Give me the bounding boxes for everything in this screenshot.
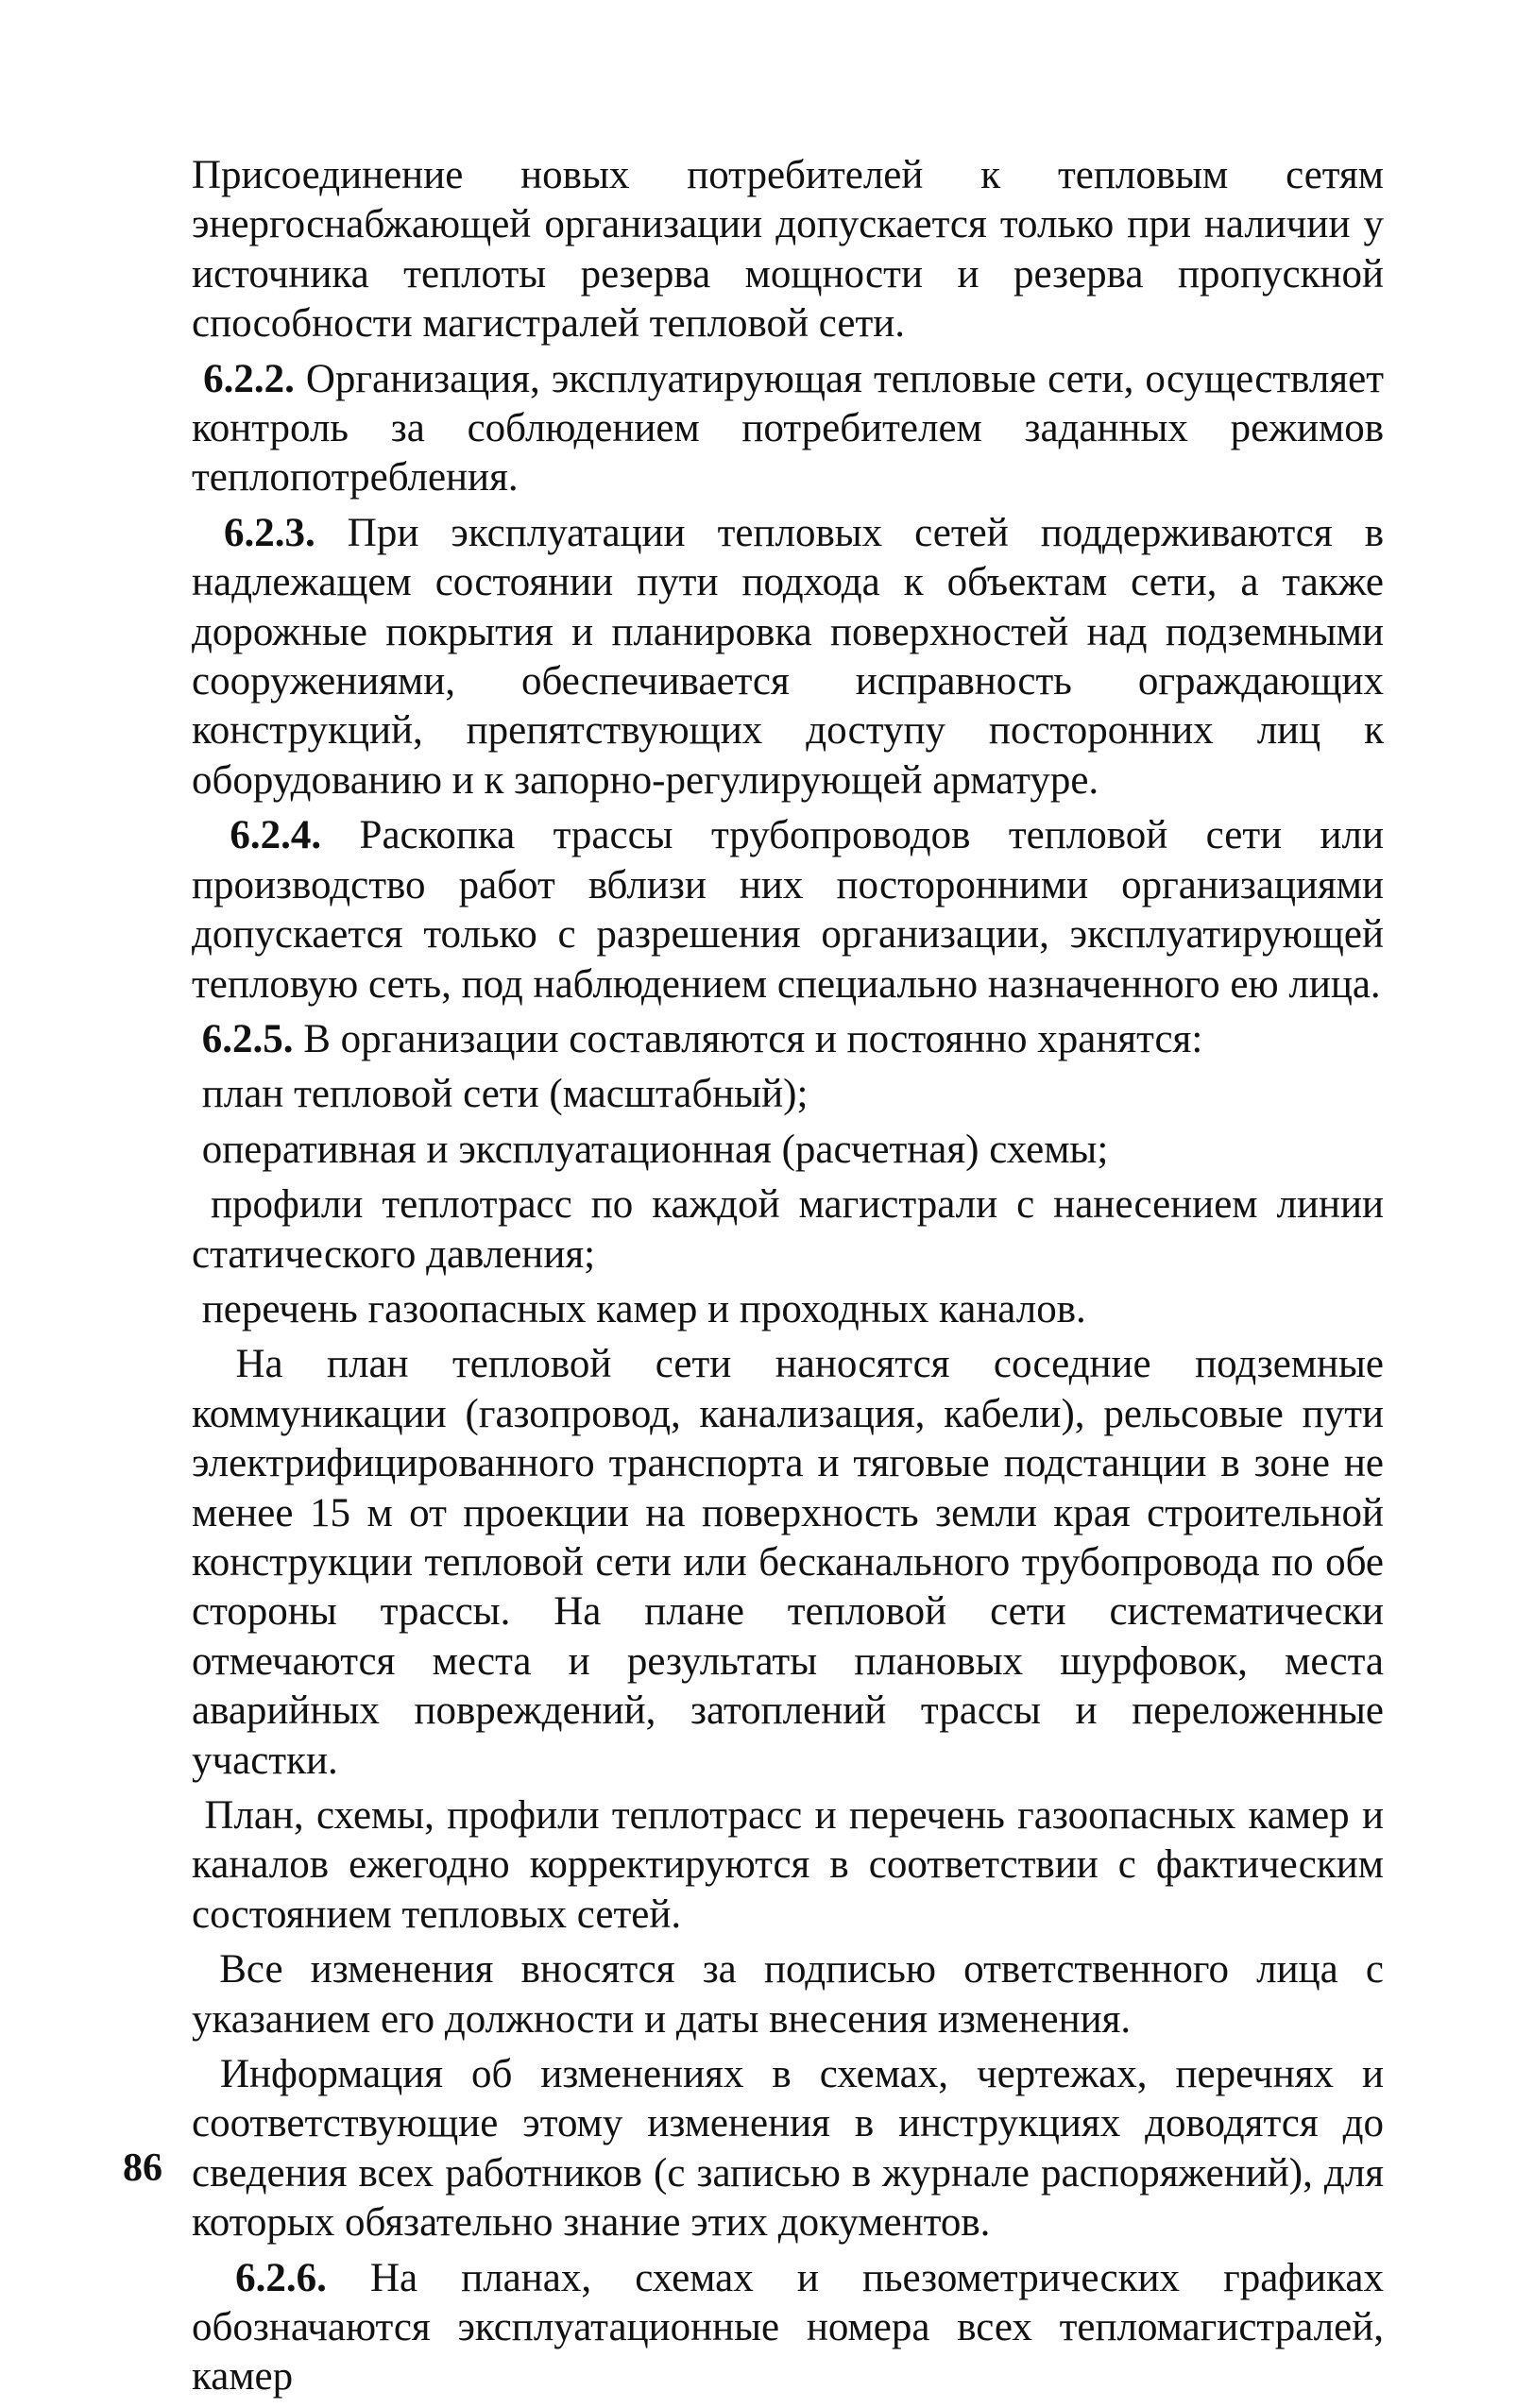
paragraph-2 bbox=[192, 509, 1384, 805]
list-item-5 bbox=[192, 1070, 1384, 1119]
page-number: 86 bbox=[123, 2146, 162, 2190]
body-text bbox=[192, 151, 1384, 2408]
paragraph-text: оперативная и эксплуатационная (расчетная) схемы; bbox=[201, 1127, 1109, 1172]
paragraph-text: План, схемы, профили теплотрасс и перечень газоопасных камер и каналов ежегодно корректируются в соответствии с фактическим состоянием тепловых сетей. bbox=[192, 1793, 1384, 1937]
section-number: 6.2.4. bbox=[230, 813, 322, 858]
section-number: 6.2.3. bbox=[224, 510, 315, 555]
paragraph-text: При эксплуатации тепловых сетей поддерживаются в надлежащем состоянии пути подхода к объектам сети, а также дорожные покрытия и планировка поверхностей над подземными сооружениями, обеспечивается исправность ограждающих конструкций, препятствующих доступу посторонних лиц к оборудованию и к запорно-регулирующей арматуре. bbox=[192, 510, 1385, 803]
paragraph-12 bbox=[192, 2050, 1384, 2248]
paragraph-text: Все изменения вносятся за подписью ответственного лица с указанием его должности и даты внесения изменения. bbox=[192, 1947, 1384, 2042]
list-item-8 bbox=[192, 1285, 1384, 1334]
list-item-6 bbox=[192, 1126, 1384, 1175]
paragraph-9 bbox=[192, 1340, 1384, 1786]
paragraph-text: Организация, эксплуатирующая тепловые сети, осуществляет контроль за соблюдением потребителем заданных режимов теплопотребления. bbox=[192, 356, 1385, 500]
paragraph-text: На планах, схемах и пьезометрических графиках обозначаются эксплуатационные номера всех тепломагистралей, камер bbox=[192, 2255, 1385, 2400]
paragraph-11 bbox=[192, 1945, 1384, 2044]
paragraph-text: Присоединение новых потребителей к тепловым сетям энергоснабжающей организации допускается только при наличии у источника теплоты резерва мощности и резерва пропускной способности магистралей тепловой сети. bbox=[192, 153, 1384, 347]
paragraph-1 bbox=[192, 355, 1384, 503]
paragraph-text: перечень газоопасных камер и проходных каналов. bbox=[201, 1286, 1086, 1331]
paragraph-10 bbox=[192, 1791, 1384, 1940]
paragraph-0 bbox=[192, 151, 1384, 349]
paragraph-3 bbox=[192, 811, 1384, 1009]
paragraph-text: На план тепловой сети наносятся соседние подземные коммуникации (газопровод, канализация, кабели), рельсовые пути электрифицированного транспорта и тяговые подстанции в зоне не менее 15 м от проекции на поверхность земли края строительной конструкции тепловой сети или бесканального трубопровода по обе стороны трассы. На плане тепловой сети систематически отмечаются места и результаты плановых шурфовок, места аварийных повреждений, затоплений трассы и переложенные участки. bbox=[192, 1342, 1385, 1783]
paragraph-text: профили теплотрасс по каждой магистрали с нанесением линии статического давления; bbox=[192, 1182, 1384, 1277]
section-number: 6.2.5. bbox=[201, 1016, 294, 1061]
section-number: 6.2.2. bbox=[203, 356, 295, 401]
list-item-7 bbox=[192, 1180, 1384, 1280]
paragraph-text: Информация об изменениях в схемах, чертежах, перечнях и соответствующие этому изменения в инструкциях доводятся до сведения всех работников (с записью в журнале распоряжений), для которых обязательно знание этих документов. bbox=[192, 2052, 1384, 2246]
paragraph-text: план тепловой сети (масштабный); bbox=[201, 1072, 809, 1117]
paragraph-4 bbox=[192, 1015, 1384, 1064]
paragraph-text: В организации составляются и постоянно хранятся: bbox=[293, 1016, 1203, 1061]
paragraph-13 bbox=[192, 2254, 1384, 2402]
paragraph-text: Раскопка трассы трубопроводов тепловой сети или производство работ вблизи них посторонними организациями допускается только с разрешения организации, эксплуатирующей тепловую сеть, под наблюдением специально назначенного ею лица. bbox=[192, 813, 1385, 1007]
section-number: 6.2.6. bbox=[235, 2255, 327, 2300]
